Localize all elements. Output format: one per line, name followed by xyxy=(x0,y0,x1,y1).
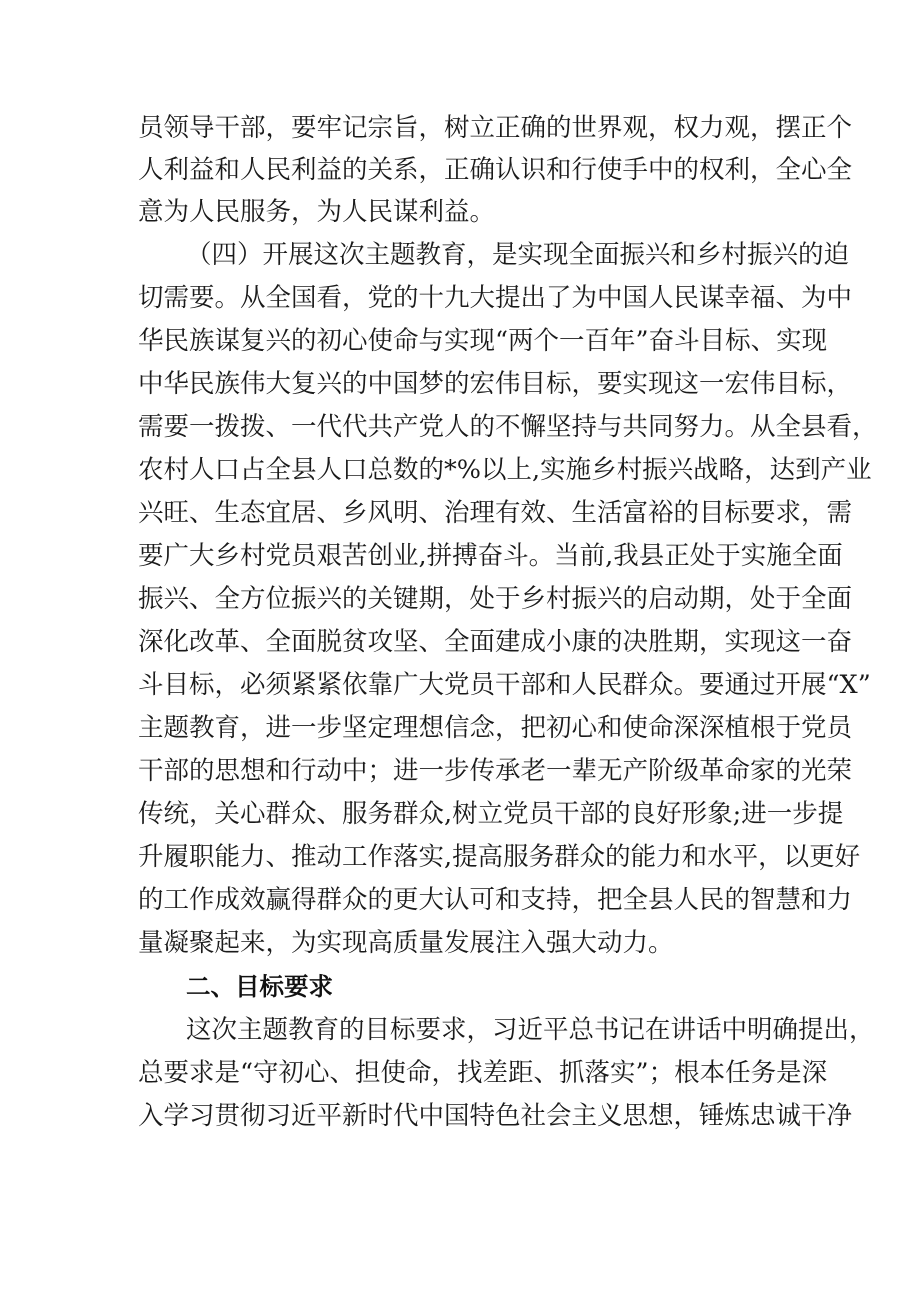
paragraph-1-line-2: 人利益和人民利益的关系，正确认识和行使手中的权利，全心全 xyxy=(138,155,853,185)
paragraph-2-line-7: 兴旺、生态宜居、乡风明、治理有效、生活富裕的目标要求，需 xyxy=(138,498,853,528)
paragraph-2-line-6: 农村人口占全县人口总数的*%以上,实施乡村振兴战略，达到产业 xyxy=(138,455,872,485)
paragraph-2-line-16: 的工作成效赢得群众的更大认可和支持，把全县人民的智慧和力 xyxy=(138,885,853,915)
paragraph-2-line-14: 传统，关心群众、服务群众,树立党员干部的良好形象;进一步提 xyxy=(138,799,844,829)
paragraph-2-line-3: 华民族谋复兴的初心使命与实现“两个一百年”奋斗目标、实现 xyxy=(138,326,828,356)
paragraph-2-line-17: 量凝聚起来，为实现高质量发展注入强大动力。 xyxy=(138,928,674,958)
paragraph-2-line-5: 需要一拨拨、一代代共产党人的不懈坚持与共同努力。从全县看， xyxy=(138,412,878,442)
paragraph-1-line-1: 员领导干部，要牢记宗旨，树立正确的世界观，权力观，摆正个 xyxy=(138,113,853,143)
paragraph-3-line-2: 总要求是“守初心、担使命，找差距、抓落实”；根本任务是深 xyxy=(138,1058,828,1088)
paragraph-3-line-3: 入学习贯彻习近平新时代中国特色社会主义思想，锤炼忠诚干净 xyxy=(138,1101,853,1131)
paragraph-3-line-1: 这次主题教育的目标要求，习近平总书记在讲话中明确提出， xyxy=(186,1015,875,1045)
paragraph-1-line-3: 意为人民服务，为人民谋利益。 xyxy=(138,197,496,227)
paragraph-2-line-12: 主题教育，进一步坚定理想信念，把初心和使命深深植根于党员 xyxy=(138,713,853,743)
paragraph-2-line-4: 中华民族伟大复兴的中国梦的宏伟目标，要实现这一宏伟目标， xyxy=(138,369,853,399)
section-heading: 二、目标要求 xyxy=(186,972,333,1001)
paragraph-2-line-13: 干部的思想和行动中；进一步传承老一辈无产阶级革命家的光荣 xyxy=(138,756,853,786)
paragraph-2-line-9: 振兴、全方位振兴的关键期，处于乡村振兴的启动期，处于全面 xyxy=(138,584,853,614)
paragraph-2-line-15: 升履职能力、推动工作落实,提高服务群众的能力和水平，以更好 xyxy=(138,842,861,872)
paragraph-2-line-11: 斗目标，必须紧紧依靠广大党员干部和人民群众。要通过开展“X” xyxy=(138,670,871,700)
paragraph-2-line-2: 切需要。从全国看，党的十九大提出了为中国人民谋幸福、为中 xyxy=(138,283,853,313)
paragraph-2-line-1: （四）开展这次主题教育，是实现全面振兴和乡村振兴的迫 xyxy=(186,240,850,270)
paragraph-2-line-8: 要广大乡村党员艰苦创业,拼搏奋斗。当前,我县正处于实施全面 xyxy=(138,541,843,571)
paragraph-2-line-10: 深化改革、全面脱贫攻坚、全面建成小康的决胜期，实现这一奋 xyxy=(138,627,853,657)
